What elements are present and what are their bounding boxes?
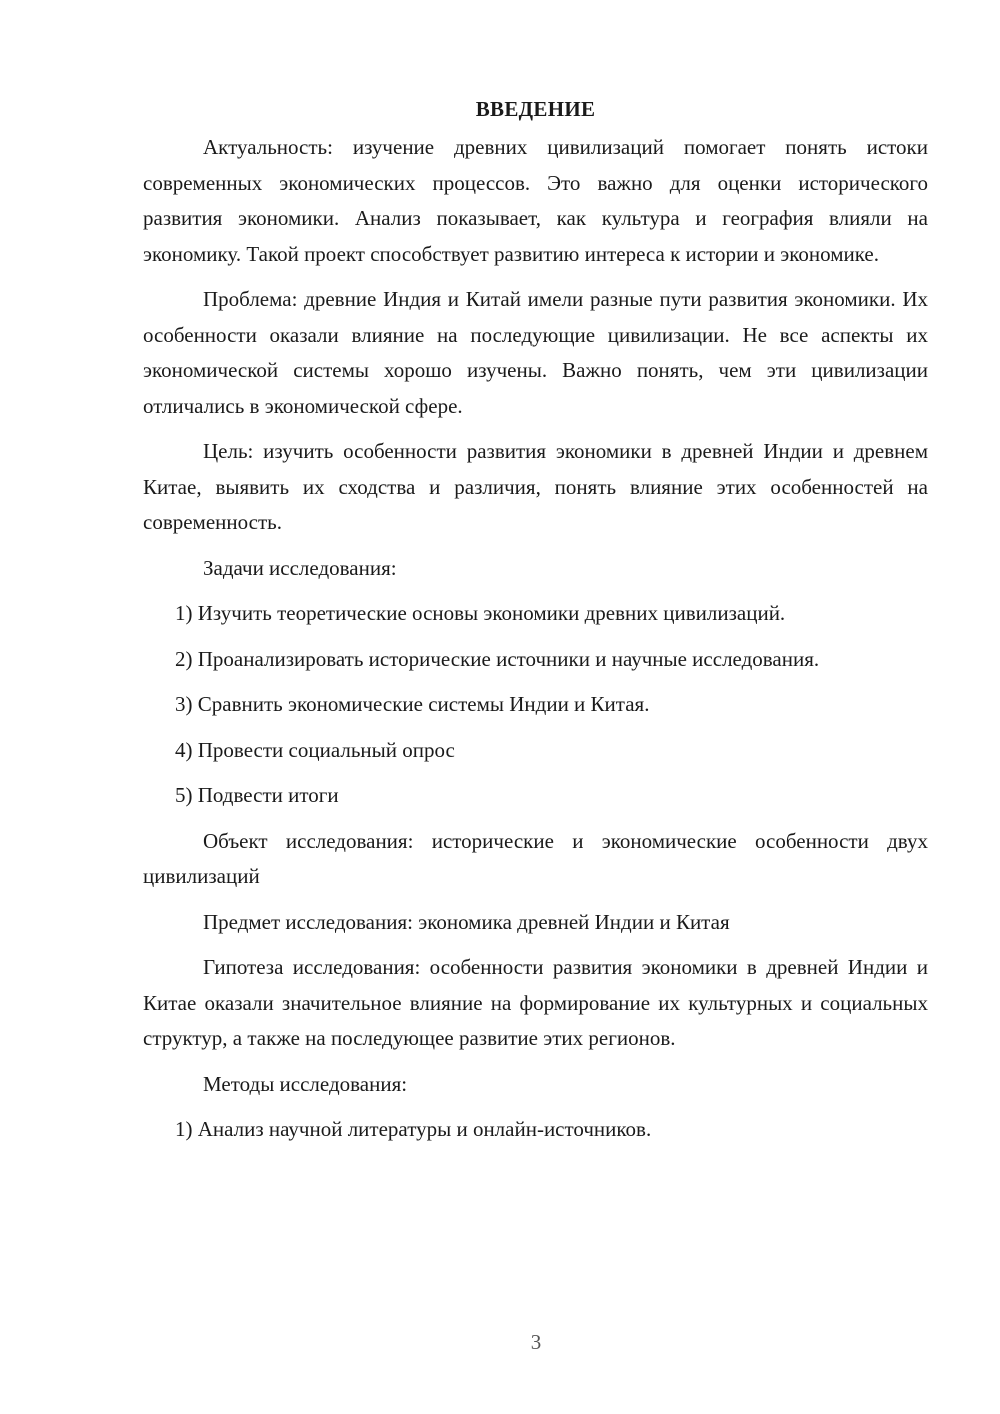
tasks-label: Задачи исследования: — [203, 555, 397, 580]
task-item-2: 2) Проанализировать исторические источники и научные исследования. — [175, 646, 820, 671]
paragraph-relevance: Актуальность: изучение древних цивилизаций помогает понять истоки современных экономических процессов. Это важно для оценки исторического развития экономики. Анализ показывает, как культура и география влияли на экономику. Такой проект способствует развитию интереса к истории и экономике. — [143, 135, 928, 266]
paragraph-hypothesis: Гипотеза исследования: особенности развития экономики в древней Индии и Китае оказали значительное влияние на формирование их культурных и социальных структур, а также на последующее развитие этих регионов. — [143, 955, 928, 1050]
task-item-4: 4) Провести социальный опрос — [175, 737, 455, 762]
paragraph-object: Объект исследования: исторические и экономические особенности двух цивилизаций — [143, 828, 928, 888]
method-item-1: 1) Анализ научной литературы и онлайн-источников. — [175, 1117, 652, 1141]
methods-label: Методы исследования: — [203, 1071, 408, 1096]
task-item-3: 3) Сравнить экономические системы Индии и Китая. — [175, 692, 650, 716]
page-number: 3 — [530, 1330, 542, 1354]
paragraph-goal: Цель: изучить особенности развития экономики в древней Индии и древнем Китае, выявить их сходства и различия, понять влияние этих особенностей на современность. — [143, 439, 928, 534]
paragraph-subject: Предмет исследования: экономика древней Индии и Китая — [203, 909, 730, 934]
paragraph-problem: Проблема: древние Индия и Китай имели разные пути развития экономики. Их особенности оказали влияние на последующие цивилизации. Не все аспекты их экономической системы хорошо изучены. Важно понять, чем эти цивилизации отличались в экономической сфере. — [143, 287, 928, 418]
page-content — [143, 92, 928, 1158]
task-item-1: 1) Изучить теоретические основы экономики древних цивилизаций. — [175, 601, 786, 625]
page-title: ВВЕДЕНИЕ — [475, 97, 596, 121]
task-item-5: 5) Подвести итоги — [175, 783, 339, 807]
